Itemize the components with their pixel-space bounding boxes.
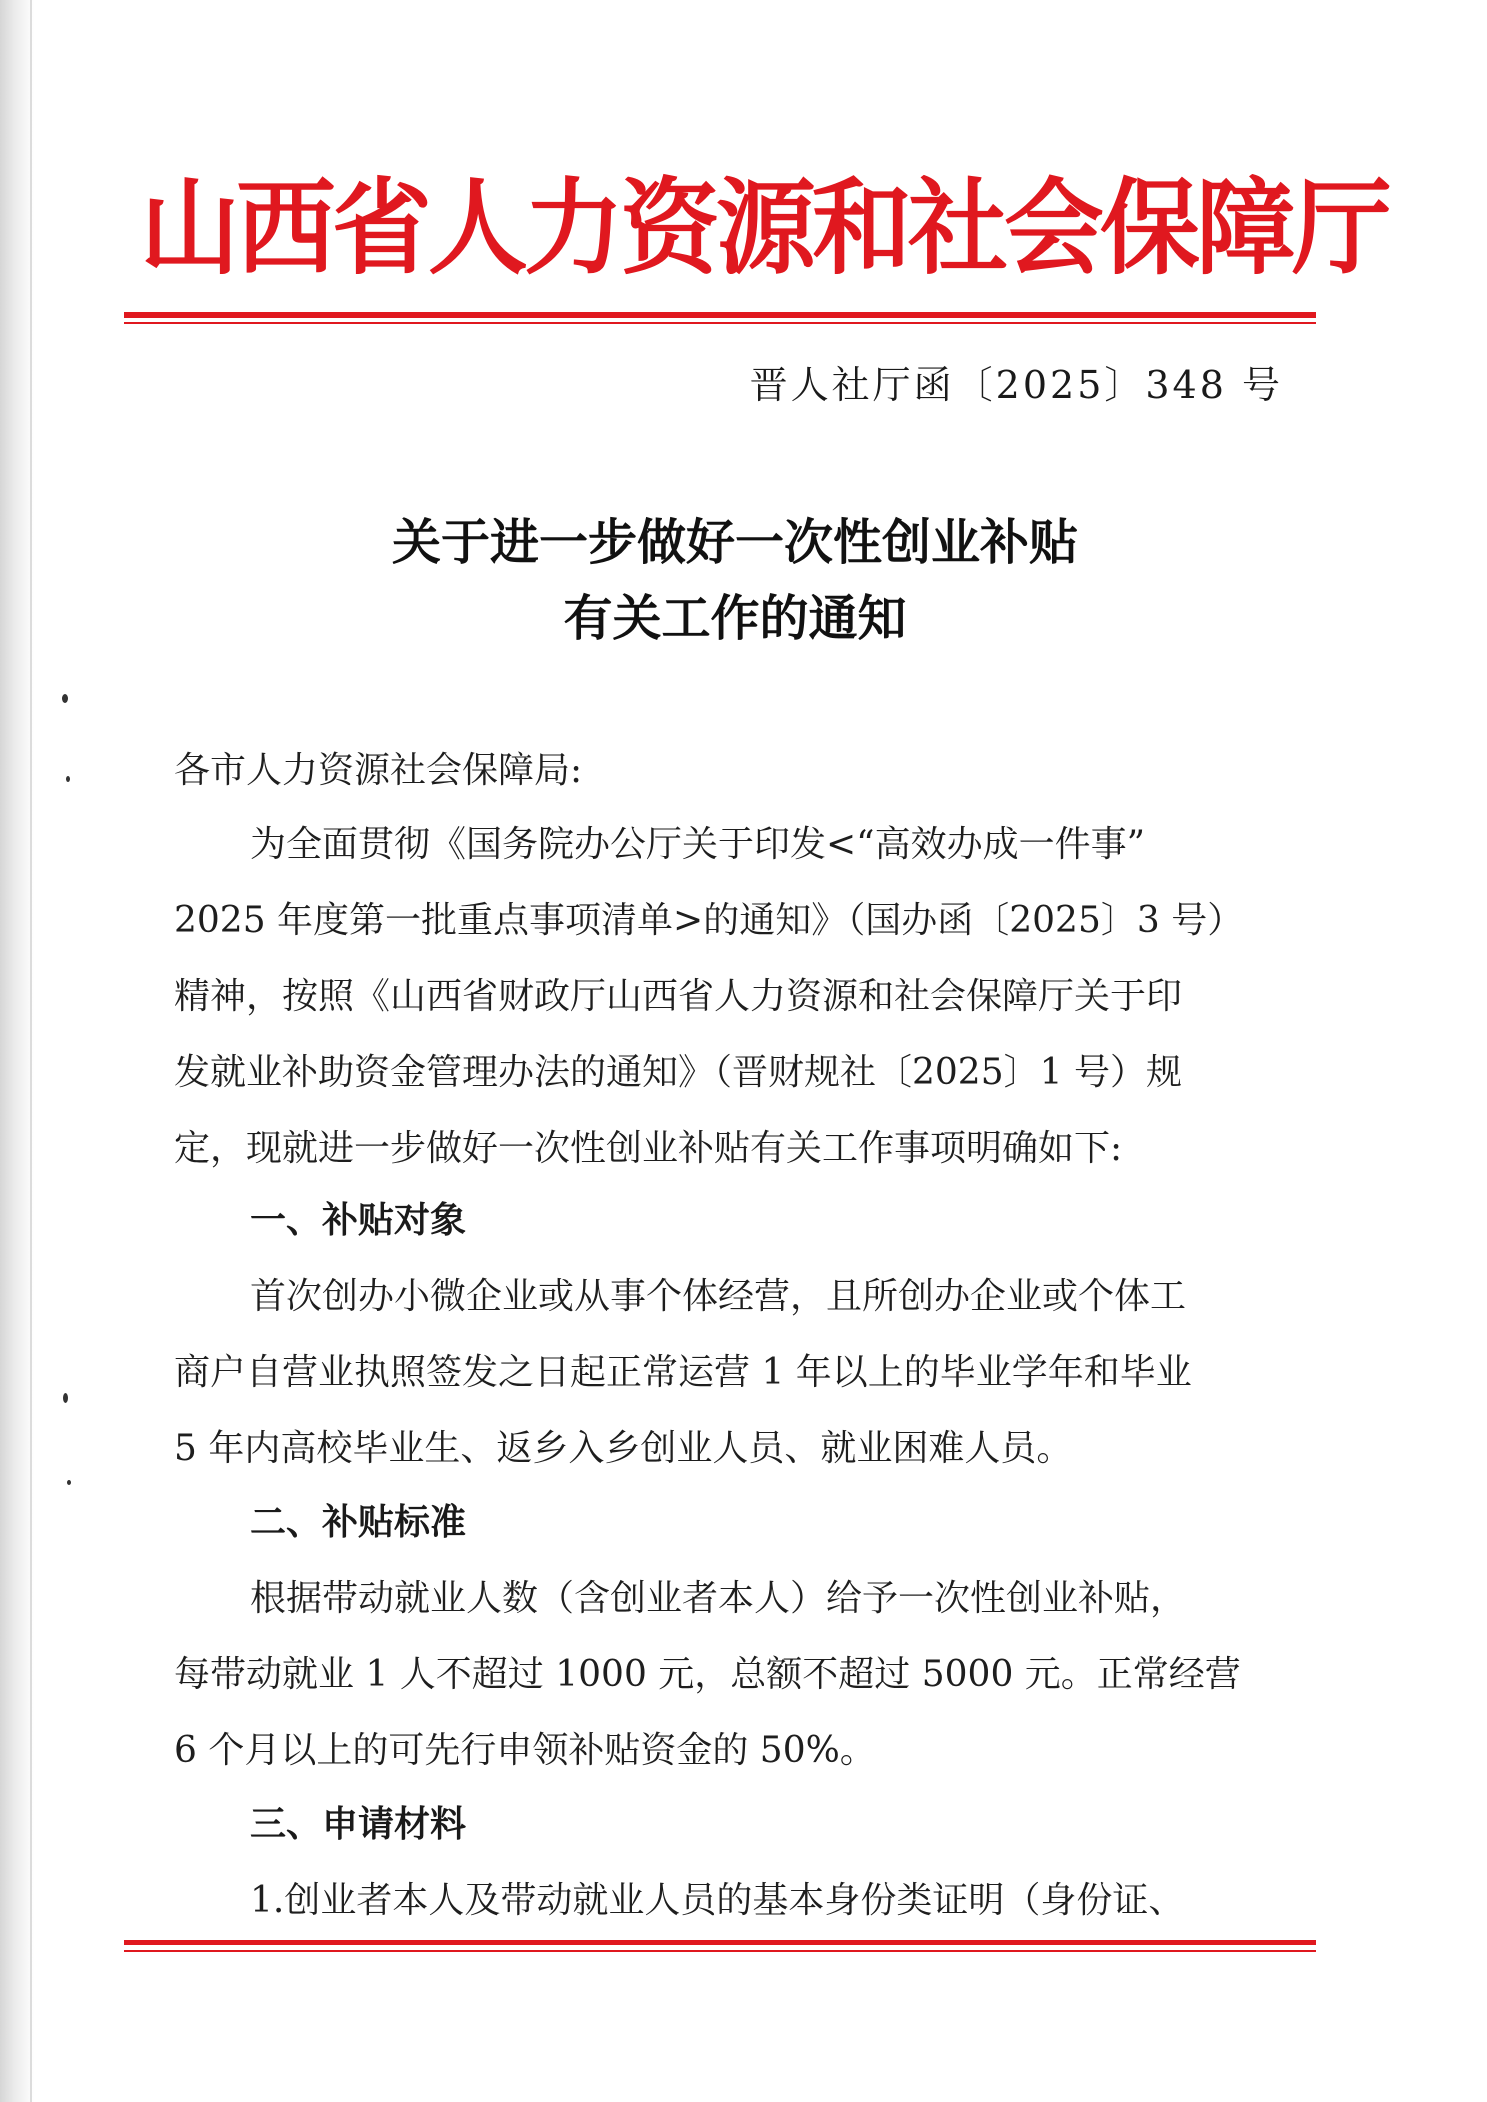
section-2-line-3: 6 个月以上的可先行申领补贴资金的 50%。	[174, 1730, 876, 1771]
document-number: 晋人社厅函〔2025〕348 号	[749, 363, 1283, 407]
intro-line-2: 2025 年度第一批重点事项清单>的通知》（国办函〔2025〕3 号）	[174, 900, 1244, 941]
footer-rule-thick	[124, 1940, 1316, 1945]
salutation: 各市人力资源社会保障局:	[174, 750, 583, 791]
section-heading-3: 三、申请材料	[250, 1804, 467, 1845]
intro-line-1: 为全面贯彻《国务院办公厅关于印发<“高效办成一件事”	[250, 824, 1145, 865]
document-title-line-1: 关于进一步做好一次性创业补贴	[391, 513, 1078, 571]
letterhead-rule-thick	[124, 312, 1316, 318]
scan-speck	[62, 694, 68, 703]
section-heading-1: 一、补贴对象	[250, 1200, 467, 1241]
scan-speck	[67, 1480, 71, 1485]
intro-line-5: 定，现就进一步做好一次性创业补贴有关工作事项明确如下:	[174, 1128, 1123, 1169]
scan-border-line	[30, 0, 32, 2102]
scan-speck	[63, 1393, 68, 1403]
section-2-line-1: 根据带动就业人数（含创业者本人）给予一次性创业补贴，	[250, 1578, 1187, 1619]
intro-line-3: 精神，按照《山西省财政厅山西省人力资源和社会保障厅关于印	[174, 976, 1183, 1017]
agency-letterhead: 山西省人力资源和社会保障厅	[140, 166, 1389, 289]
section-heading-2: 二、补贴标准	[250, 1502, 467, 1543]
letterhead-rule-thin	[124, 322, 1316, 324]
document-title-line-2: 有关工作的通知	[563, 589, 907, 647]
footer-rule-thin	[124, 1950, 1316, 1952]
scan-shadow-edge	[0, 0, 34, 2102]
section-1-line-2: 商户自营业执照签发之日起正常运营 1 年以上的毕业学年和毕业	[174, 1352, 1192, 1393]
section-2-line-2: 每带动就业 1 人不超过 1000 元，总额不超过 5000 元。正常经营	[174, 1654, 1241, 1695]
scan-speck	[66, 776, 70, 782]
section-3-line-1: 1.创业者本人及带动就业人员的基本身份类证明（身份证、	[250, 1880, 1185, 1921]
section-1-line-1: 首次创办小微企业或从事个体经营，且所创办企业或个体工	[250, 1276, 1187, 1317]
intro-line-4: 发就业补助资金管理办法的通知》（晋财规社〔2025〕1 号）规	[174, 1052, 1182, 1093]
section-1-line-3: 5 年内高校毕业生、返乡入乡创业人员、就业困难人员。	[174, 1428, 1073, 1469]
